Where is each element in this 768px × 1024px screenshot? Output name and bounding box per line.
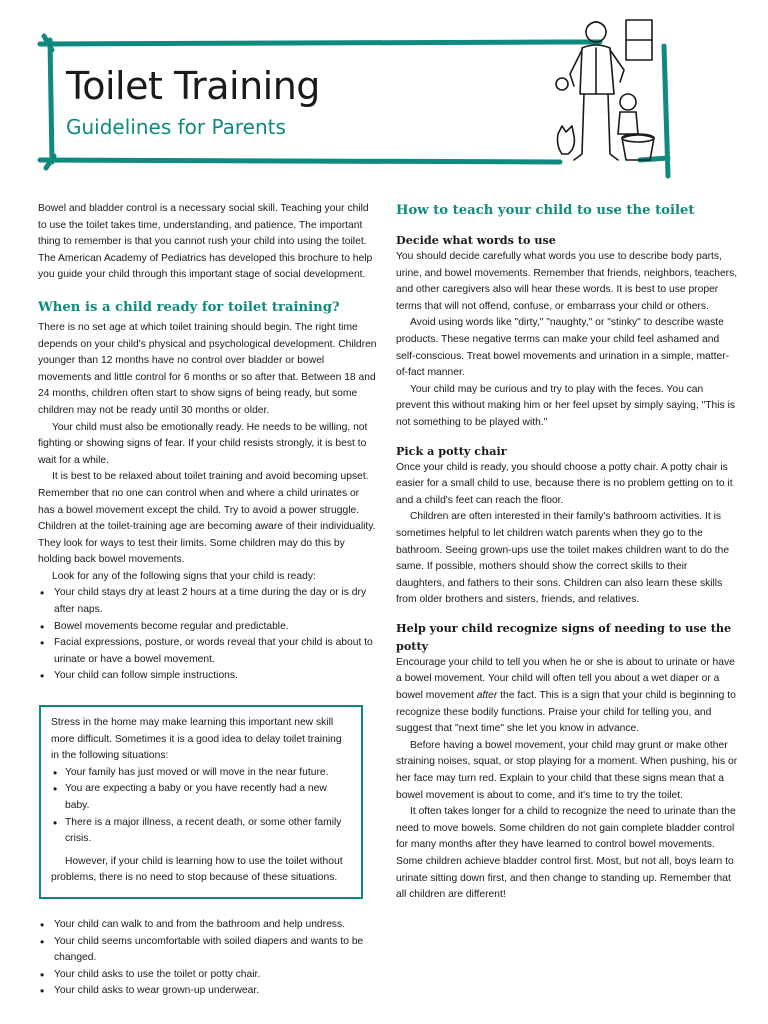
potty-paragraph-1: Once your child is ready, you should choose a potty chair. A potty chair is easier for a small child to use, because there is no problem getting on to it and a child's feet can reach the floor. [396, 461, 733, 506]
potty-paragraph-2: Children are often interested in their family's bathroom activities. It is sometimes helpful to let children watch parents when they go to the bathroom. Seeing grown-ups use the toilet makes children want to do the same. If possible, mothers should show the correct skills to their daughters, and fathers to their sons. Children can also learn these skills from older brothers and sisters, friends, and relatives. [396, 511, 730, 606]
list-item: • Your child stays dry at least 2 hours at a time during the day or is dry after naps. [54, 585, 378, 618]
readiness-heading: When is a child ready for toilet training? [38, 299, 340, 315]
readiness-paragraph-1: There is no set age at which toilet training should begin. The right time depends on your child's physical and psychological development. Children younger than 12 months have no control over bladder or bowel movements and little control for 6 months or so after that. Between 18 and 24 months, children often start to show signs of being ready, but some children may not be ready until 30 months or older. [38, 321, 377, 416]
father-child-illustration [552, 14, 662, 166]
potty-heading: Pick a potty chair [396, 443, 507, 458]
signs-paragraph-3: It often takes longer for a child to recognize the need to urinate than the need to move bowels. Some children do not gain complete bladder control for many months after they have learned to control bowel movements. Some children achieve bladder control first. Most, but not all, boys learn to urinate sitting down first, and then change to standing up. Remember that all children are different! [396, 806, 736, 901]
left-column [38, 201, 378, 1000]
page-title: Toilet Training [66, 64, 320, 108]
list-item: • Your child can follow simple instructions. [54, 668, 378, 685]
stress-outro: However, if your child is learning how to use the toilet without problems, there is no need to stop because of these situations. [51, 855, 343, 884]
teach-heading: How to teach your child to use the toilet [396, 203, 695, 218]
readiness-paragraph-3: It is best to be relaxed about toilet training and avoid becoming upset. Remember that no one can control when and where a child urinates or has a bowel movement except the child. Try to avoid a power struggle. Children at the toilet-training age are becoming aware of their individuality. They look for ways to test their limits. Some children may do this by holding back bowel movements. [38, 471, 376, 566]
words-paragraph-3: Your child may be curious and try to play with the feces. You can prevent this without making him or her feel upset by simply saying, "This is not something to be played with." [396, 383, 736, 428]
list-item: • Bowel movements become regular and predictable. [54, 619, 378, 636]
signs-paragraph-2: Before having a bowel movement, your child may grunt or make other straining noises, squat, or stop playing for a moment. When pushing, his or her face may turn red. Explain to your child that these signs mean that a bowel movement is about to come, and it's time to try the toilet. [396, 739, 738, 801]
readiness-signs-list-continued [38, 917, 378, 1000]
readiness-paragraph-4: Look for any of the following signs that your child is ready: [52, 570, 316, 582]
list-item: • Your child asks to use the toilet or potty chair. [54, 967, 378, 984]
stress-intro: Stress in the home may make learning this important new skill more difficult. Sometimes it is a good idea to delay toilet training in the following situations: [51, 717, 342, 762]
list-item: • Your family has just moved or will move in the near future. [65, 765, 351, 782]
list-item: • You are expecting a baby or you have recently had a new baby. [65, 781, 351, 814]
words-paragraph-1: You should decide carefully what words you use to describe body parts, urine, and bowel movements. Remember that friends, neighbors, teachers, and other caregivers also will hear these words. It is best to use proper terms that will not offend, confuse, or embarrass your child or others. [396, 251, 738, 312]
right-column [396, 201, 738, 904]
intro-paragraph: Bowel and bladder control is a necessary social skill. Teaching your child to use the toilet takes time, understanding, and patience. The important thing to remember is that you cannot rush your child into using the toilet. The American Academy of Pediatrics has developed this brochure to help you guide your child through this important stage of social development. [38, 203, 373, 281]
emphasis-text: after [476, 690, 498, 702]
signs-paragraph-1 [396, 655, 738, 738]
page-subtitle: Guidelines for Parents [66, 115, 286, 139]
list-item: • Facial expressions, posture, or words reveal that your child is about to urinate or have a bowel movement. [54, 635, 378, 668]
signs-heading: Help your child recognize signs of needing to use the potty [396, 620, 732, 653]
stress-list [51, 765, 351, 848]
text-run: the fact. This is a sign that your child is beginning to recognize these bodily functions. Praise your child for telling you, and suggest that "next time" she let you know in advance. [396, 690, 736, 735]
stress-callout-box [39, 705, 363, 899]
text-run: Encourage your child to tell you when he or she is about to urinate or have a bowel movement. Your child will often tell you about a wet diaper or a bowel movement [396, 656, 735, 702]
list-item: • Your child asks to wear grown-up underwear. [54, 983, 378, 1000]
list-item: • Your child can walk to and from the bathroom and help undress. [54, 917, 378, 934]
list-item: • Your child seems uncomfortable with soiled diapers and wants to be changed. [54, 934, 378, 967]
list-item: • There is a major illness, a recent death, or some other family crisis. [65, 815, 351, 848]
readiness-paragraph-2: Your child must also be emotionally ready. He needs to be willing, not fighting or showing signs of fear. If your child resists strongly, it is best to wait for a while. [38, 421, 368, 466]
readiness-signs-list [38, 585, 378, 685]
words-heading: Decide what words to use [396, 233, 556, 247]
words-paragraph-2: Avoid using words like "dirty," "naughty," or "stinky" to describe waste products. These negative terms can make your child feel ashamed and self-conscious. Treat bowel movements and urination in a simple, matter-of-fact manner. [396, 317, 730, 379]
